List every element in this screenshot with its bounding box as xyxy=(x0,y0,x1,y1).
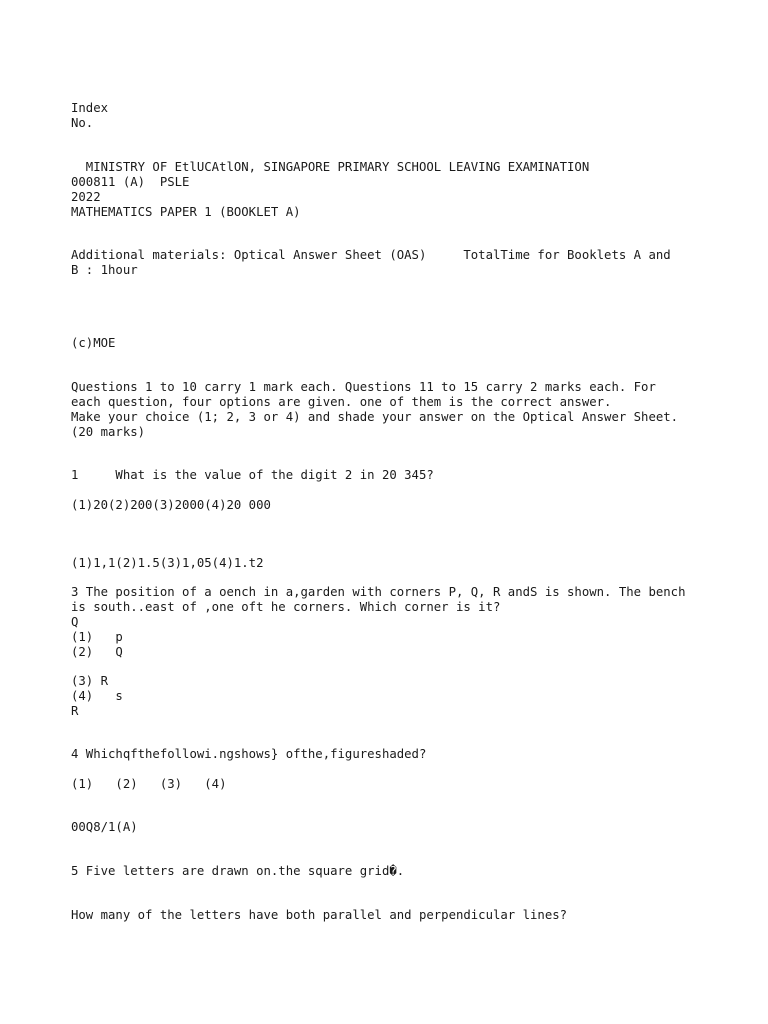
instructions-line-3: Make your choice (1; 2, 3 or 4) and shade your answer on the Optical Answer Sheet. xyxy=(71,410,679,424)
question-4: 4 Whichqfthefollowi.ngshows} ofthe,figureshaded? xyxy=(71,747,427,761)
question-5-prompt: How many of the letters have both parallel and perpendicular lines? xyxy=(71,908,568,922)
question-3-corner-r: R xyxy=(71,704,79,718)
page-footer-code: 00Q8/1(A) xyxy=(71,820,138,834)
ministry-heading: MINISTRY OF EtlUCAtlON, SINGAPORE PRIMARY SCHOOL LEAVING EXAMINATION xyxy=(71,160,590,174)
copyright-line: (c)MOE xyxy=(71,336,116,350)
question-2-options: (1)1,1(2)1.5(3)1,05(4)1.t2 xyxy=(71,556,264,570)
instructions-line-2: each question, four options are given. one of them is the correct answer. xyxy=(71,395,612,409)
paper-code: 000811 (A) PSLE xyxy=(71,175,190,189)
paper-title: MATHEMATICS PAPER 1 (BOOKLET A) xyxy=(71,205,301,219)
question-3-option-2: (2) Q xyxy=(71,645,123,659)
question-4-options: (1) (2) (3) (4) xyxy=(71,777,227,791)
question-3-option-1: (1) p xyxy=(71,630,123,644)
exam-year: 2022 xyxy=(71,190,101,204)
materials-line: Additional materials: Optical Answer Sheet (OAS) TotalTime for Booklets A and xyxy=(71,248,671,262)
question-3-option-4: (4) s xyxy=(71,689,123,703)
time-line: B : 1hour xyxy=(71,263,138,277)
question-3-corner-q: Q xyxy=(71,615,79,629)
index-no-label: No. xyxy=(71,116,94,130)
question-3-option-3: (3) R xyxy=(71,674,109,688)
question-1-options: (1)20(2)200(3)2000(4)20 000 xyxy=(71,498,271,512)
instructions-marks: (20 marks) xyxy=(71,425,146,439)
question-3-line-2: is south..east of ,one oft he corners. Which corner is it? xyxy=(71,600,501,614)
instructions-line-1: Questions 1 to 10 carry 1 mark each. Questions 11 to 15 carry 2 marks each. For xyxy=(71,380,656,394)
index-label: Index xyxy=(71,101,109,115)
question-5: 5 Five letters are drawn on.the square grid�. xyxy=(71,864,405,878)
question-3-line-1: 3 The position of a oench in a,garden with corners P, Q, R andS is shown. The bench xyxy=(71,585,686,599)
question-1: 1 What is the value of the digit 2 in 20 345? xyxy=(71,468,434,482)
